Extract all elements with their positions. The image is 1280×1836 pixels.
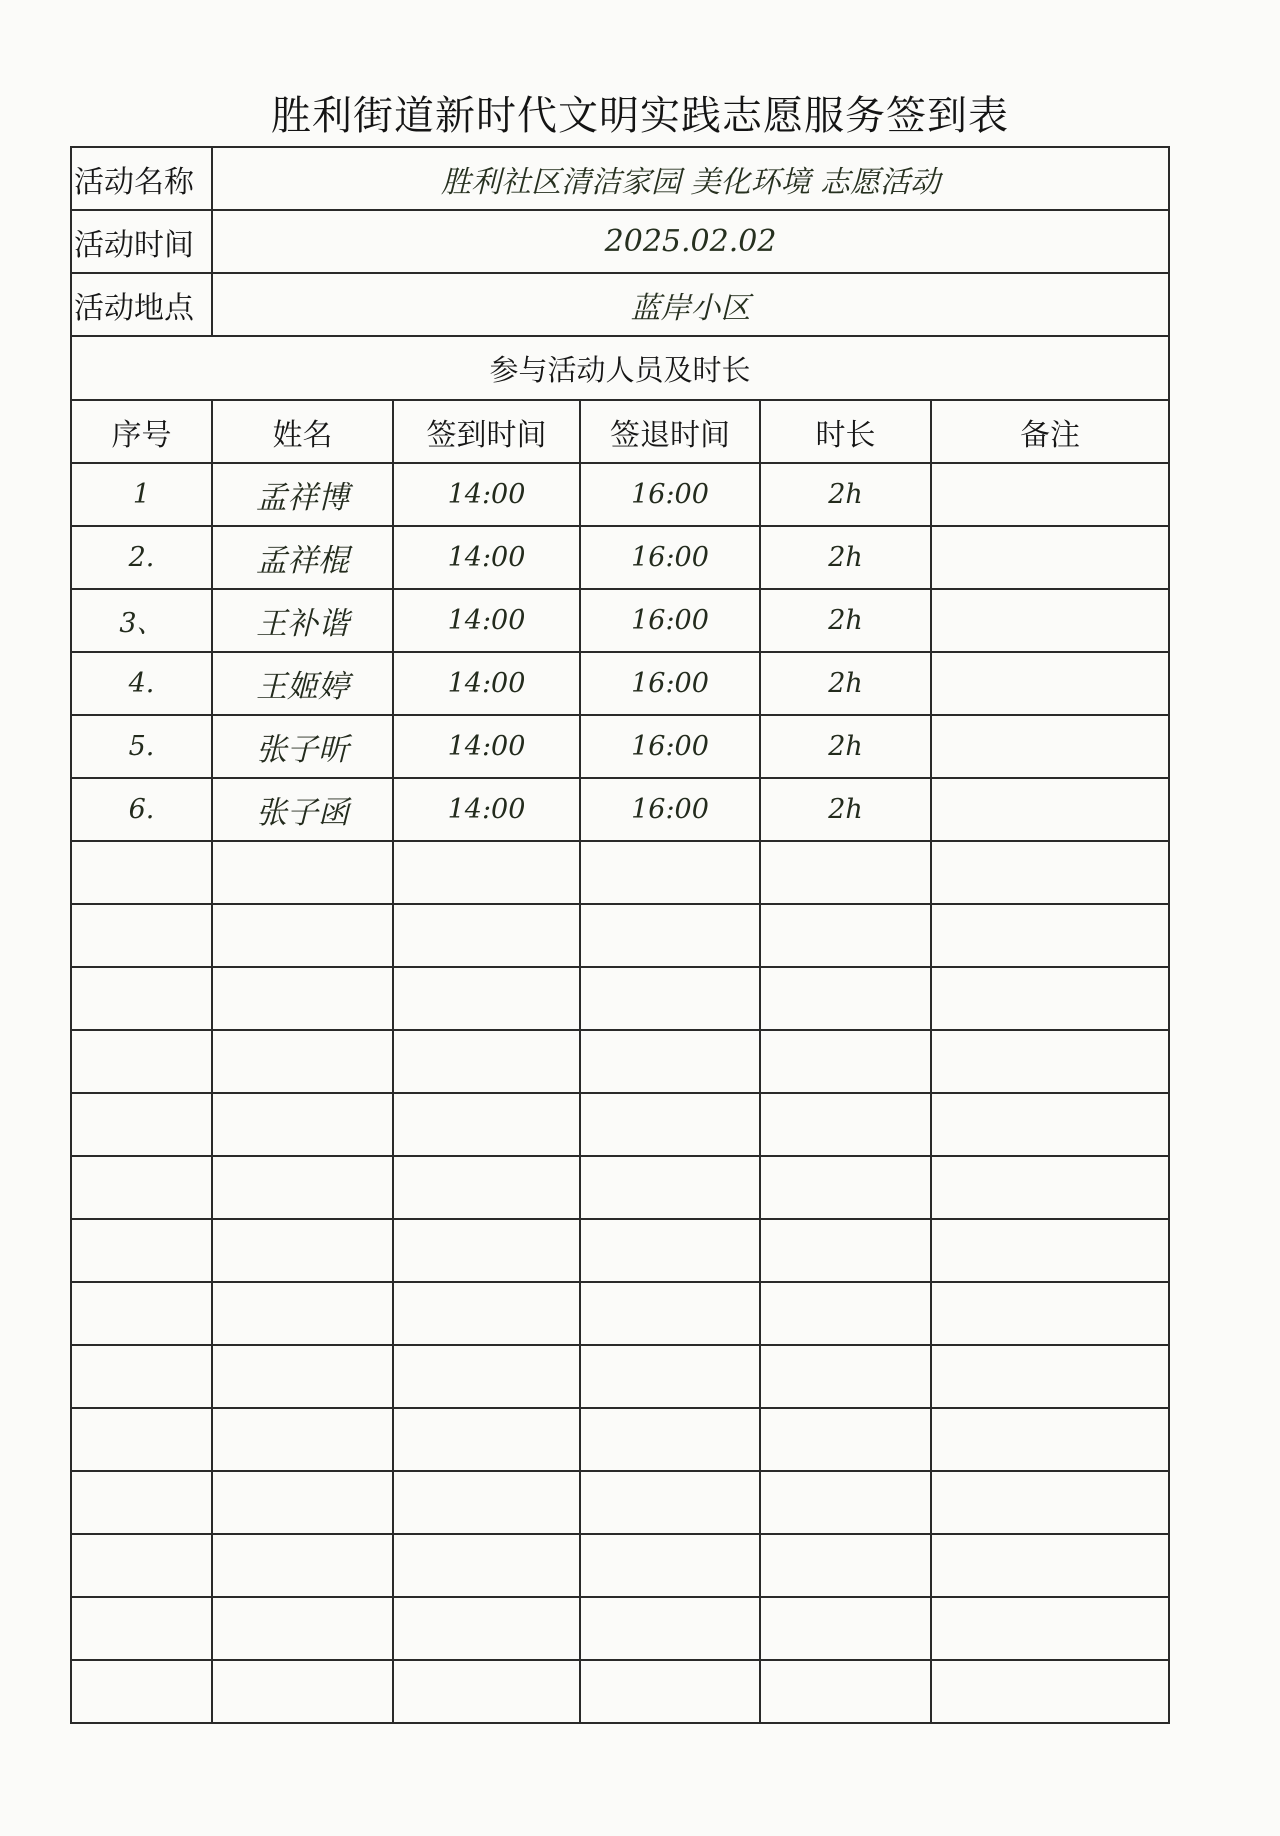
serial-cell: [71, 1471, 212, 1534]
table-row: [71, 841, 1169, 904]
name-cell: [212, 1597, 393, 1660]
table-row: [71, 1534, 1169, 1597]
table-row: [71, 1597, 1169, 1660]
sign-in-time-cell: [393, 1534, 580, 1597]
table-row: [71, 1282, 1169, 1345]
table-row: [71, 1093, 1169, 1156]
serial-cell: 1: [71, 463, 212, 526]
duration-cell: [760, 1660, 931, 1723]
sign-out-time-cell: [580, 1534, 760, 1597]
column-header: 序号: [71, 400, 212, 463]
name-cell: 孟祥棍: [212, 526, 393, 589]
activity-place-value: 蓝岸小区: [212, 273, 1169, 336]
remark-cell: [931, 1282, 1169, 1345]
remark-cell: [931, 1660, 1169, 1723]
serial-cell: [71, 1282, 212, 1345]
remark-cell: [931, 967, 1169, 1030]
duration-cell: [760, 1408, 931, 1471]
sign-in-time-cell: 14:00: [393, 778, 580, 841]
table-row: [71, 652, 1169, 715]
duration-cell: [760, 841, 931, 904]
sign-in-time-cell: [393, 841, 580, 904]
table-row: [71, 526, 1169, 589]
serial-cell: [71, 1345, 212, 1408]
sign-out-time-cell: 16:00: [580, 778, 760, 841]
sign-in-time-cell: [393, 967, 580, 1030]
name-cell: [212, 1534, 393, 1597]
sign-out-time-cell: [580, 1597, 760, 1660]
table-row: [71, 1408, 1169, 1471]
sign-in-time-cell: 14:00: [393, 526, 580, 589]
name-cell: [212, 1156, 393, 1219]
table-header-row: [71, 400, 1169, 463]
sign-in-time-cell: [393, 1597, 580, 1660]
sign-in-table: [70, 146, 1170, 1724]
sign-in-time-cell: 14:00: [393, 715, 580, 778]
table-row: [71, 778, 1169, 841]
sign-in-time-cell: 14:00: [393, 652, 580, 715]
column-header: 签退时间: [580, 400, 760, 463]
duration-cell: 2h: [760, 463, 931, 526]
duration-cell: [760, 1534, 931, 1597]
duration-cell: [760, 1282, 931, 1345]
activity-place-row: [71, 273, 1169, 336]
sign-out-time-cell: 16:00: [580, 589, 760, 652]
sign-out-time-cell: 16:00: [580, 526, 760, 589]
sign-in-time-cell: 14:00: [393, 463, 580, 526]
sign-out-time-cell: [580, 1282, 760, 1345]
name-cell: [212, 1219, 393, 1282]
activity-name-row: [71, 147, 1169, 210]
sign-in-time-cell: [393, 1093, 580, 1156]
remark-cell: [931, 715, 1169, 778]
sign-out-time-cell: [580, 967, 760, 1030]
table-row: [71, 1471, 1169, 1534]
table-row: [71, 1660, 1169, 1723]
serial-cell: [71, 1534, 212, 1597]
serial-cell: [71, 1408, 212, 1471]
sign-out-time-cell: [580, 1093, 760, 1156]
serial-cell: 3、: [71, 589, 212, 652]
name-cell: [212, 1093, 393, 1156]
serial-cell: [71, 1597, 212, 1660]
remark-cell: [931, 1534, 1169, 1597]
remark-cell: [931, 1219, 1169, 1282]
table-row: [71, 904, 1169, 967]
sign-in-time-cell: [393, 1030, 580, 1093]
sign-out-time-cell: [580, 1408, 760, 1471]
column-header: 时长: [760, 400, 931, 463]
sign-out-time-cell: [580, 904, 760, 967]
name-cell: 张子昕: [212, 715, 393, 778]
serial-cell: 2.: [71, 526, 212, 589]
name-cell: [212, 1471, 393, 1534]
name-cell: 孟祥博: [212, 463, 393, 526]
name-cell: [212, 1408, 393, 1471]
sign-out-time-cell: 16:00: [580, 715, 760, 778]
name-cell: 张子函: [212, 778, 393, 841]
activity-time-label: 活动时间: [71, 210, 212, 273]
name-cell: 王补谐: [212, 589, 393, 652]
duration-cell: [760, 1030, 931, 1093]
sign-in-time-cell: [393, 1156, 580, 1219]
serial-cell: [71, 1030, 212, 1093]
name-cell: 王姬婷: [212, 652, 393, 715]
remark-cell: [931, 589, 1169, 652]
duration-cell: 2h: [760, 589, 931, 652]
table-row: [71, 1345, 1169, 1408]
sign-in-time-cell: [393, 1219, 580, 1282]
duration-cell: 2h: [760, 652, 931, 715]
column-header: 姓名: [212, 400, 393, 463]
sign-out-time-cell: 16:00: [580, 652, 760, 715]
remark-cell: [931, 1156, 1169, 1219]
remark-cell: [931, 1408, 1169, 1471]
serial-cell: 4.: [71, 652, 212, 715]
serial-cell: [71, 1219, 212, 1282]
duration-cell: [760, 1597, 931, 1660]
name-cell: [212, 1030, 393, 1093]
serial-cell: [71, 1156, 212, 1219]
sign-out-time-cell: [580, 1660, 760, 1723]
sign-out-time-cell: [580, 1219, 760, 1282]
table-row: [71, 463, 1169, 526]
column-header: 签到时间: [393, 400, 580, 463]
sign-in-time-cell: [393, 1660, 580, 1723]
duration-cell: [760, 1093, 931, 1156]
activity-name-label: 活动名称: [71, 147, 212, 210]
duration-cell: [760, 967, 931, 1030]
name-cell: [212, 904, 393, 967]
remark-cell: [931, 841, 1169, 904]
duration-cell: 2h: [760, 778, 931, 841]
serial-cell: [71, 904, 212, 967]
serial-cell: [71, 841, 212, 904]
sign-in-time-cell: [393, 1471, 580, 1534]
duration-cell: 2h: [760, 526, 931, 589]
activity-time-row: [71, 210, 1169, 273]
sign-out-time-cell: 16:00: [580, 463, 760, 526]
table-row: [71, 1156, 1169, 1219]
serial-cell: [71, 967, 212, 1030]
serial-cell: [71, 1660, 212, 1723]
serial-cell: [71, 1093, 212, 1156]
name-cell: [212, 1282, 393, 1345]
remark-cell: [931, 1471, 1169, 1534]
sign-in-time-cell: [393, 904, 580, 967]
activity-name-value: 胜利社区清洁家园 美化环境 志愿活动: [212, 147, 1169, 210]
sign-in-time-cell: [393, 1345, 580, 1408]
sign-in-time-cell: 14:00: [393, 589, 580, 652]
activity-place-label: 活动地点: [71, 273, 212, 336]
sign-out-time-cell: [580, 1156, 760, 1219]
sign-out-time-cell: [580, 1471, 760, 1534]
column-header: 备注: [931, 400, 1169, 463]
table-row: [71, 715, 1169, 778]
remark-cell: [931, 778, 1169, 841]
name-cell: [212, 967, 393, 1030]
name-cell: [212, 1660, 393, 1723]
sign-in-time-cell: [393, 1408, 580, 1471]
name-cell: [212, 1345, 393, 1408]
participants-section-row: [71, 336, 1169, 400]
sign-out-time-cell: [580, 841, 760, 904]
remark-cell: [931, 526, 1169, 589]
sign-in-time-cell: [393, 1282, 580, 1345]
remark-cell: [931, 463, 1169, 526]
table-row: [71, 967, 1169, 1030]
serial-cell: 5.: [71, 715, 212, 778]
duration-cell: [760, 1471, 931, 1534]
name-cell: [212, 841, 393, 904]
remark-cell: [931, 652, 1169, 715]
duration-cell: [760, 1156, 931, 1219]
document-title: 胜利街道新时代文明实践志愿服务签到表: [271, 93, 1009, 139]
remark-cell: [931, 904, 1169, 967]
activity-time-value: 2025.02.02: [212, 210, 1169, 273]
sign-out-time-cell: [580, 1345, 760, 1408]
table-row: [71, 589, 1169, 652]
sign-out-time-cell: [580, 1030, 760, 1093]
serial-cell: 6.: [71, 778, 212, 841]
remark-cell: [931, 1093, 1169, 1156]
remark-cell: [931, 1345, 1169, 1408]
table-row: [71, 1030, 1169, 1093]
duration-cell: [760, 1219, 931, 1282]
remark-cell: [931, 1030, 1169, 1093]
duration-cell: [760, 1345, 931, 1408]
duration-cell: [760, 904, 931, 967]
participants-section-title: 参与活动人员及时长: [71, 336, 1169, 400]
table-row: [71, 1219, 1169, 1282]
remark-cell: [931, 1597, 1169, 1660]
duration-cell: 2h: [760, 715, 931, 778]
